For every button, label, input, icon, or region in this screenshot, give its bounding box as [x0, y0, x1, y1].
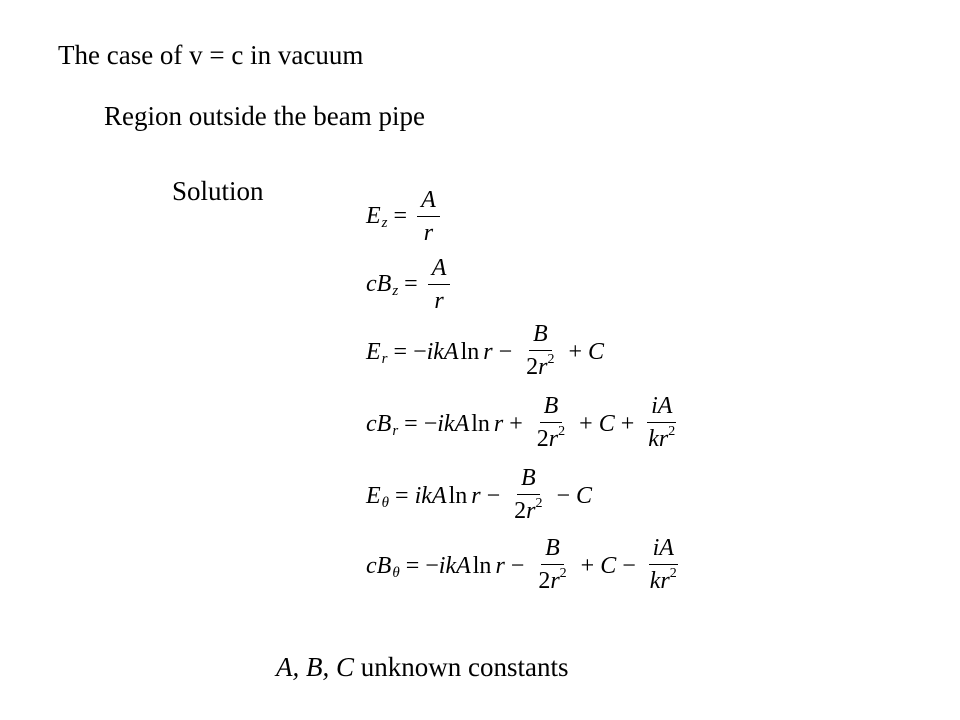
- equation-etheta: E θ = ikA ln r − $\frac{B}{2r^2}$ − C: [366, 465, 593, 524]
- equation-er: E r = − ikA ln r − $\frac{B}{2r^2}$ + C: [366, 321, 605, 380]
- equation-cbr: cB r = − ikA ln r + $\frac{B}{2r^2}$ + C + $\frac{iA}{kr^2}$: [366, 393, 676, 452]
- slide-title: The case of v = c in vacuum: [58, 40, 364, 70]
- footer-variables: A, B, C: [276, 652, 354, 682]
- solution-label: Solution: [172, 176, 264, 206]
- equation-ez: E z = $\frac{A}{r}$: [366, 186, 444, 247]
- footer-text: unknown constants: [354, 652, 569, 682]
- equation-cbz: cB z = $\frac{A}{r}$: [366, 254, 454, 315]
- equation-cbtheta: cB θ = − ikA ln r − $\frac{B}{2r^2}$ + C − $\frac{iA}{kr^2}$: [366, 535, 677, 594]
- footer-note: [276, 652, 568, 683]
- slide-subtitle: Region outside the beam pipe: [104, 101, 425, 131]
